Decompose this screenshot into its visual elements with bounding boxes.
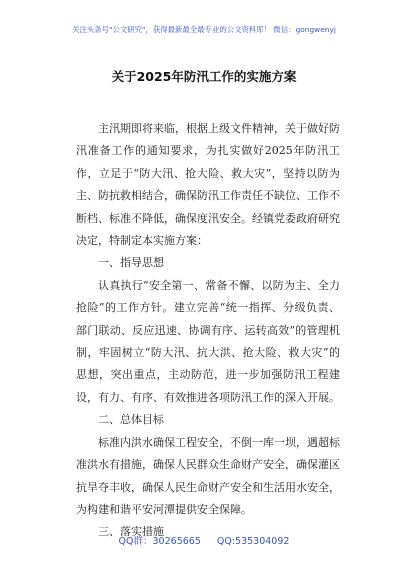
intro-paragraph: 主汛期即将来临，根据上级文件精神，关于做好防汛准备工作的通知要求，为扎实做好2025年防汛工作，立足于“防大汛、抢大险、救大灾”，坚持以防为主、防抗救相结合，确保防汛工作责任不缺位、工作不断档、标准不降低，确保度汛安全。经镇党委政府研究决定，特制定本实施方案： bbox=[76, 122, 340, 248]
top-banner: 关注头条号"公文研究"，获得最新最全最专业的公文资料库！ 微信：gongwenyj bbox=[72, 25, 336, 34]
qq-group-number: 30265665 bbox=[152, 536, 201, 547]
overall-goal-paragraph: 标准内洪水确保工程安全，不倒一库一坝，遇超标准洪水有措施，确保人民群众生命财产安全，确保灌区抗旱夺丰收，确保人民生命财产安全和生活用水安全，为构建和谐平安河潭提供安全保障。 bbox=[76, 435, 340, 516]
page-title: 关于2025年防汛工作的实施方案 bbox=[111, 69, 297, 84]
guiding-thought-paragraph: 认真执行“安全第一、常备不懈、以防为主、全力抢险”的工作方针。建立完善“统一指挥、分级负责、部门联动、反应迅速、协调有序、运转高效”的管理机制，牢固树立“防大汛、抗大洪、抢大险、救大灾”的思想，突出重点，主动防范，进一步加强防汛工程建设，有力、有序、有效推进各项防汛工作的深入开展。 bbox=[76, 278, 340, 404]
qq-number: 535304092 bbox=[235, 536, 290, 547]
section-heading-overall-goal: 二、总体目标 bbox=[98, 413, 164, 427]
section-heading-guiding-thought: 一、指导思想 bbox=[98, 256, 164, 270]
qq-label: QQ: bbox=[216, 536, 236, 547]
document-body bbox=[76, 118, 340, 544]
footer-contact bbox=[0, 533, 408, 547]
section-heading-measures: 三、落实措施 bbox=[98, 525, 164, 539]
qq-group-label: QQ群： bbox=[118, 536, 153, 547]
